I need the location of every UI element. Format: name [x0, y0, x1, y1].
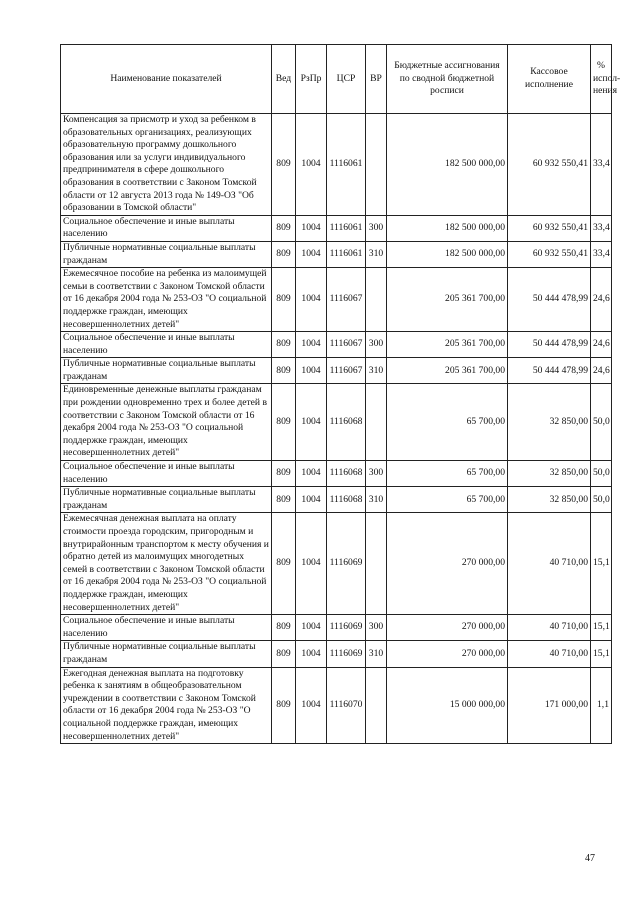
cell-vr: 310	[366, 641, 387, 667]
col-header-csr: ЦСР	[327, 45, 366, 114]
col-header-ved: Вед	[272, 45, 296, 114]
cell-budget: 182 500 000,00	[387, 215, 508, 241]
cell-ved: 809	[272, 513, 296, 615]
table-row	[61, 461, 612, 487]
cell-csr: 1116068	[327, 384, 366, 461]
cell-cash: 50 444 478,99	[508, 268, 591, 332]
cell-cash: 60 932 550,41	[508, 215, 591, 241]
col-header-rzpr: РзПр	[296, 45, 327, 114]
cell-name: Публичные нормативные социальные выплаты гражданам	[61, 487, 272, 513]
table-row	[61, 667, 612, 744]
cell-pct: 33,4	[591, 215, 612, 241]
cell-rzpr: 1004	[296, 332, 327, 358]
cell-ved: 809	[272, 241, 296, 267]
cell-name: Социальное обеспечение и иные выплаты населению	[61, 332, 272, 358]
cell-pct: 24,6	[591, 268, 612, 332]
cell-csr: 1116069	[327, 641, 366, 667]
col-header-cash: Кассовое исполнение	[508, 45, 591, 114]
table-row	[61, 268, 612, 332]
cell-name: Ежегодная денежная выплата на подготовку ребенка к занятиям в общеобразовательном учреждении в соответствии с Законом Томской области от 16 декабря 2004 года № 253-ОЗ "О социальной поддержке граждан, имеющих несовершеннолетних детей"	[61, 667, 272, 744]
table-body	[61, 114, 612, 744]
cell-cash: 32 850,00	[508, 384, 591, 461]
cell-name: Публичные нормативные социальные выплаты гражданам	[61, 641, 272, 667]
cell-rzpr: 1004	[296, 268, 327, 332]
cell-csr: 1116069	[327, 513, 366, 615]
cell-rzpr: 1004	[296, 641, 327, 667]
cell-name: Единовременные денежные выплаты гражданам при рождении одновременно трех и более детей в соответствии с Законом Томской области от 16 декабря 2004 года № 253-ОЗ "О социальной поддержке граждан, имеющих несовершеннолетних детей"	[61, 384, 272, 461]
table-row	[61, 215, 612, 241]
table-row	[61, 332, 612, 358]
cell-rzpr: 1004	[296, 461, 327, 487]
cell-budget: 182 500 000,00	[387, 114, 508, 216]
cell-budget: 270 000,00	[387, 615, 508, 641]
table-row	[61, 487, 612, 513]
cell-ved: 809	[272, 332, 296, 358]
cell-cash: 40 710,00	[508, 641, 591, 667]
cell-vr	[366, 667, 387, 744]
cell-csr: 1116067	[327, 332, 366, 358]
col-header-pct: % испол-нения	[591, 45, 612, 114]
cell-budget: 205 361 700,00	[387, 332, 508, 358]
cell-name: Публичные нормативные социальные выплаты гражданам	[61, 358, 272, 384]
cell-pct: 50,0	[591, 461, 612, 487]
cell-pct: 33,4	[591, 114, 612, 216]
cell-budget: 205 361 700,00	[387, 358, 508, 384]
cell-cash: 50 444 478,99	[508, 358, 591, 384]
cell-ved: 809	[272, 384, 296, 461]
cell-pct: 24,6	[591, 358, 612, 384]
cell-vr: 300	[366, 215, 387, 241]
table-row	[61, 513, 612, 615]
table-row	[61, 384, 612, 461]
cell-csr: 1116069	[327, 615, 366, 641]
cell-pct: 50,0	[591, 487, 612, 513]
cell-cash: 40 710,00	[508, 513, 591, 615]
cell-budget: 65 700,00	[387, 461, 508, 487]
cell-budget: 270 000,00	[387, 513, 508, 615]
cell-csr: 1116061	[327, 114, 366, 216]
cell-rzpr: 1004	[296, 215, 327, 241]
cell-vr	[366, 114, 387, 216]
cell-rzpr: 1004	[296, 513, 327, 615]
cell-budget: 182 500 000,00	[387, 241, 508, 267]
col-header-vr: ВР	[366, 45, 387, 114]
cell-name: Социальное обеспечение и иные выплаты населению	[61, 615, 272, 641]
cell-ved: 809	[272, 268, 296, 332]
cell-name: Социальное обеспечение и иные выплаты населению	[61, 215, 272, 241]
cell-vr: 300	[366, 332, 387, 358]
cell-name: Социальное обеспечение и иные выплаты населению	[61, 461, 272, 487]
cell-pct: 15,1	[591, 513, 612, 615]
cell-cash: 60 932 550,41	[508, 114, 591, 216]
cell-cash: 50 444 478,99	[508, 332, 591, 358]
cell-pct: 1,1	[591, 667, 612, 744]
cell-ved: 809	[272, 215, 296, 241]
cell-ved: 809	[272, 114, 296, 216]
cell-name: Ежемесячное пособие на ребенка из малоимущей семьи в соответствии с Законом Томской области от 16 декабря 2004 года № 253-ОЗ "О социальной поддержке граждан, имеющих несовершеннолетних детей"	[61, 268, 272, 332]
cell-rzpr: 1004	[296, 667, 327, 744]
cell-cash: 32 850,00	[508, 461, 591, 487]
cell-pct: 24,6	[591, 332, 612, 358]
table-row	[61, 641, 612, 667]
cell-budget: 205 361 700,00	[387, 268, 508, 332]
cell-rzpr: 1004	[296, 114, 327, 216]
cell-rzpr: 1004	[296, 615, 327, 641]
cell-cash: 171 000,00	[508, 667, 591, 744]
cell-ved: 809	[272, 461, 296, 487]
cell-budget: 65 700,00	[387, 487, 508, 513]
cell-vr: 300	[366, 461, 387, 487]
cell-csr: 1116067	[327, 358, 366, 384]
cell-vr	[366, 513, 387, 615]
cell-rzpr: 1004	[296, 384, 327, 461]
cell-budget: 65 700,00	[387, 384, 508, 461]
cell-vr: 300	[366, 615, 387, 641]
col-header-budget: Бюджетные ассигнования по сводной бюджетной росписи	[387, 45, 508, 114]
cell-cash: 32 850,00	[508, 487, 591, 513]
cell-pct: 15,1	[591, 615, 612, 641]
cell-csr: 1116068	[327, 487, 366, 513]
cell-name: Публичные нормативные социальные выплаты гражданам	[61, 241, 272, 267]
cell-pct: 33,4	[591, 241, 612, 267]
cell-vr: 310	[366, 241, 387, 267]
page-number: 47	[585, 853, 595, 864]
cell-ved: 809	[272, 667, 296, 744]
cell-vr: 310	[366, 487, 387, 513]
cell-budget: 270 000,00	[387, 641, 508, 667]
table-row	[61, 358, 612, 384]
cell-pct: 50,0	[591, 384, 612, 461]
cell-cash: 40 710,00	[508, 615, 591, 641]
cell-cash: 60 932 550,41	[508, 241, 591, 267]
cell-vr	[366, 384, 387, 461]
cell-rzpr: 1004	[296, 358, 327, 384]
cell-pct: 15,1	[591, 641, 612, 667]
cell-csr: 1116061	[327, 241, 366, 267]
cell-csr: 1116068	[327, 461, 366, 487]
table-header-row	[61, 45, 612, 114]
table-row	[61, 615, 612, 641]
table-row	[61, 114, 612, 216]
budget-execution-table	[60, 44, 621, 744]
cell-csr: 1116070	[327, 667, 366, 744]
col-header-name: Наименование показателей	[61, 45, 272, 114]
table-row	[61, 241, 612, 267]
cell-vr	[366, 268, 387, 332]
cell-ved: 809	[272, 358, 296, 384]
cell-rzpr: 1004	[296, 241, 327, 267]
cell-name: Ежемесячная денежная выплата на оплату стоимости проезда городским, пригородным и внутрирайонным транспортом к месту обучения и обратно детей из малоимущих многодетных семей в соответствии с Законом Томской области от 16 декабря 2004 года № 253-ОЗ "О социальной поддержке граждан, имеющих несовершеннолетних детей"	[61, 513, 272, 615]
cell-budget: 15 000 000,00	[387, 667, 508, 744]
cell-vr: 310	[366, 358, 387, 384]
cell-ved: 809	[272, 487, 296, 513]
cell-rzpr: 1004	[296, 487, 327, 513]
cell-ved: 809	[272, 641, 296, 667]
cell-csr: 1116061	[327, 215, 366, 241]
cell-csr: 1116067	[327, 268, 366, 332]
cell-name: Компенсация за присмотр и уход за ребенком в образовательных организациях, реализующих образовательную программу дошкольного образования или за услуги индивидуального предпринимателя в сфере дошкольного образования в соответствии с Законом Томской области от 12 августа 2013 года № 149-ОЗ "Об образовании в Томской области"	[61, 114, 272, 216]
cell-ved: 809	[272, 615, 296, 641]
